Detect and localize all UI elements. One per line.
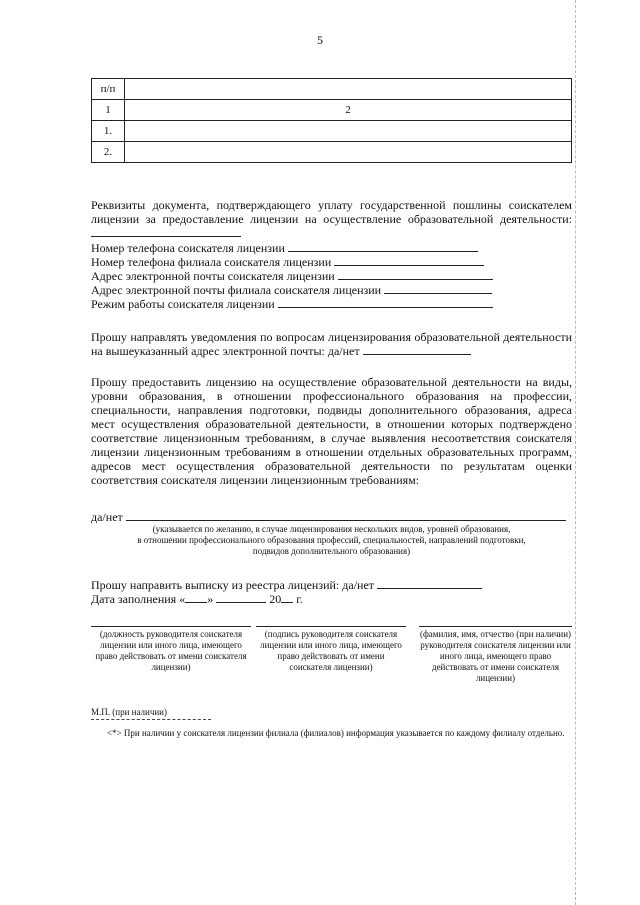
payment-document-field[interactable] bbox=[91, 226, 241, 237]
email-applicant-label: Адрес электронной почты соискателя лицензии bbox=[91, 269, 335, 283]
signature-caption: (подпись руководителя соискателя лицензии или иного лица, имеющего право действовать от имени соискателя лицензии) bbox=[260, 629, 402, 672]
work-mode-field[interactable] bbox=[278, 297, 493, 308]
table-cell: п/п bbox=[92, 79, 125, 100]
fullname-line[interactable] bbox=[419, 626, 572, 627]
date-year-field[interactable] bbox=[281, 592, 293, 603]
license-answer-field[interactable] bbox=[126, 510, 566, 521]
notify-request bbox=[91, 330, 572, 358]
extract-answer-field[interactable] bbox=[377, 578, 482, 589]
contact-fields bbox=[91, 241, 572, 311]
signature-row bbox=[91, 626, 572, 696]
page-edge-line bbox=[574, 0, 576, 905]
table-header-row bbox=[92, 79, 572, 100]
footnote: <*> При наличии у соискателя лицензии филиала (филиалов) информация указывается по каждому филиалу отдельно. bbox=[107, 728, 565, 738]
date-label: Дата заполнения « bbox=[91, 592, 186, 606]
work-mode-label: Режим работы соискателя лицензии bbox=[91, 297, 275, 311]
license-request bbox=[91, 375, 572, 487]
phone-branch-field[interactable] bbox=[334, 255, 484, 266]
phone-branch-label: Номер телефона филиала соискателя лицензии bbox=[91, 255, 332, 269]
signature-line[interactable] bbox=[256, 626, 406, 627]
table-cell: 2 bbox=[125, 100, 572, 121]
note-block bbox=[91, 524, 572, 557]
payment-details bbox=[91, 198, 572, 240]
table-cell: 1. bbox=[92, 121, 125, 142]
stamp-label: М.П. (при наличии) bbox=[91, 707, 167, 717]
fullname-caption: (фамилия, имя, отчество (при наличии) руководителя соискателя лицензии или иного лица, имеющего право действовать от имени соискателя лицензии) bbox=[419, 629, 572, 683]
position-signature-block bbox=[91, 626, 251, 673]
table-numbering-row bbox=[92, 100, 572, 121]
extract-request bbox=[91, 578, 572, 592]
page-number: 5 bbox=[317, 33, 323, 47]
yes-no-label: да/нет bbox=[91, 510, 123, 524]
fullname-signature-block bbox=[419, 626, 572, 684]
table-cell: 1 bbox=[92, 100, 125, 121]
table-row bbox=[92, 142, 572, 163]
note-line: в отношении профессионального образования профессий, специальностей, направлений подготовки, bbox=[137, 535, 526, 545]
phone-applicant-field[interactable] bbox=[288, 241, 478, 252]
date-year-suffix: г. bbox=[296, 592, 303, 606]
date-filled bbox=[91, 592, 572, 606]
table-cell bbox=[125, 79, 572, 100]
footnote-separator bbox=[91, 719, 211, 720]
signature-block bbox=[256, 626, 406, 673]
date-year-prefix: 20 bbox=[269, 592, 282, 606]
date-day-field[interactable] bbox=[185, 592, 207, 603]
table-cell[interactable] bbox=[125, 121, 572, 142]
email-applicant-field[interactable] bbox=[338, 269, 493, 280]
license-answer bbox=[91, 510, 572, 524]
extract-request-text: Прошу направить выписку из реестра лицензий: да/нет bbox=[91, 578, 375, 592]
note-line: (указывается по желанию, в случае лицензирования нескольких видов, уровней образования, bbox=[152, 524, 511, 534]
table-cell: 2. bbox=[92, 142, 125, 163]
position-line[interactable] bbox=[91, 626, 251, 627]
position-caption: (должность руководителя соискателя лицензии или иного лица, имеющего право действовать от имени соискателя лицензии) bbox=[95, 629, 247, 672]
license-request-text: Прошу предоставить лицензию на осуществление образовательной деятельности на виды, уровни образования, в отношении профессионального образования на профессии, специальности, направления подготовки, подвиды дополнительного образования, адреса мест осуществления образовательной деятельности, в отношении которых подтверждено соответствие лицензионным требованиям, в случае выявления несоответствия соискателя лицензии лицензионным требованиям в отношении отдельных образовательных программ, адресов мест осуществления образовательной деятельности по результатам оценки соответствия соискателя лицензии лицензионным требованиям: bbox=[91, 375, 572, 487]
applicant-table bbox=[91, 78, 572, 163]
email-branch-field[interactable] bbox=[384, 283, 492, 294]
payment-document-text: Реквизиты документа, подтверждающего уплату государственной пошлины соискателем лицензии за предоставление лицензии на осуществление образовательной деятельности: bbox=[91, 198, 572, 226]
notify-request-text: Прошу направлять уведомления по вопросам лицензирования образовательной деятельности на вышеуказанный адрес электронной почты: да/нет bbox=[91, 330, 572, 358]
date-quote-close: » bbox=[207, 592, 214, 606]
note-line: подвидов дополнительного образования) bbox=[252, 546, 411, 556]
email-branch-label: Адрес электронной почты филиала соискателя лицензии bbox=[91, 283, 382, 297]
table-cell[interactable] bbox=[125, 142, 572, 163]
date-month-field[interactable] bbox=[216, 592, 266, 603]
notify-answer-field[interactable] bbox=[363, 344, 471, 355]
phone-applicant-label: Номер телефона соискателя лицензии bbox=[91, 241, 285, 255]
table-row bbox=[92, 121, 572, 142]
